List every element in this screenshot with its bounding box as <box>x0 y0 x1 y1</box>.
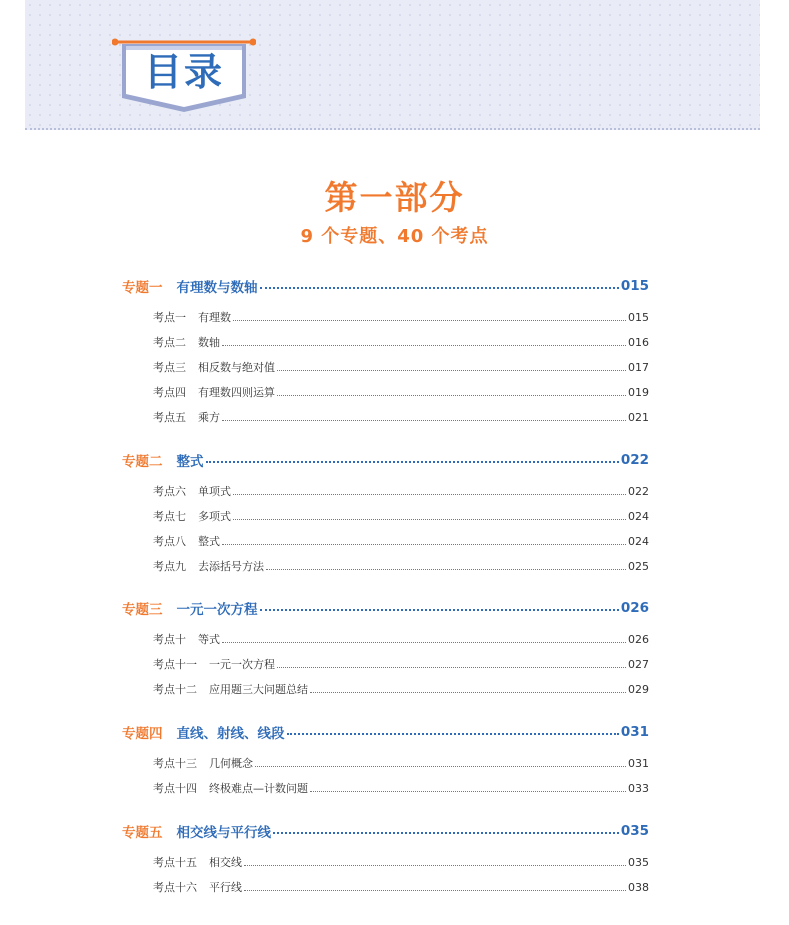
point-name: 整式 <box>198 535 220 548</box>
point-number: 考点十三 <box>153 757 197 770</box>
toc-point-row[interactable] <box>153 408 649 426</box>
point-number: 考点四 <box>153 386 186 399</box>
part-subtitle: 9 个专题、40 个考点 <box>300 226 489 247</box>
point-page: 015 <box>628 310 649 324</box>
point-name: 有理数四则运算 <box>198 386 275 399</box>
point-number: 考点一 <box>153 311 186 324</box>
toc-point-row[interactable] <box>153 680 649 698</box>
topic-name: 一元一次方程 <box>176 602 258 618</box>
point-page: 024 <box>628 534 649 548</box>
topic-name: 整式 <box>176 454 204 470</box>
topic-number: 专题五 <box>122 825 163 841</box>
point-page: 019 <box>628 385 649 399</box>
point-number: 考点十一 <box>153 658 197 671</box>
point-name: 平行线 <box>209 881 242 894</box>
point-page: 016 <box>628 335 649 349</box>
topic-page: 022 <box>620 452 649 468</box>
point-name: 相交线 <box>209 856 242 869</box>
topic-page: 035 <box>620 823 649 839</box>
dot-leader <box>277 395 626 396</box>
point-name: 几何概念 <box>209 757 253 770</box>
dot-leader <box>260 287 619 289</box>
toc-topic-row[interactable] <box>122 599 649 617</box>
point-page: 022 <box>628 484 649 498</box>
point-number: 考点八 <box>153 535 186 548</box>
point-page: 029 <box>628 682 649 696</box>
point-page: 027 <box>628 657 649 671</box>
point-number: 考点五 <box>153 411 186 424</box>
point-name: 乘方 <box>198 411 220 424</box>
toc-topic-row[interactable] <box>122 723 649 741</box>
topic-number: 专题四 <box>122 726 163 742</box>
toc-point-row[interactable] <box>153 507 649 525</box>
toc-point-row[interactable] <box>153 308 649 326</box>
dot-leader <box>222 345 626 346</box>
point-page: 031 <box>628 756 649 770</box>
dot-leader <box>277 370 626 371</box>
dot-leader <box>233 494 626 495</box>
topic-number: 专题三 <box>122 602 163 618</box>
part-title: 第一部分 <box>324 178 465 217</box>
dot-leader <box>222 420 626 421</box>
dot-leader <box>222 642 626 643</box>
dot-leader <box>310 791 626 792</box>
point-page: 021 <box>628 410 649 424</box>
toc-point-row[interactable] <box>153 754 649 772</box>
point-page: 024 <box>628 509 649 523</box>
point-name: 相反数与绝对值 <box>198 361 275 374</box>
dot-leader <box>260 609 619 611</box>
dot-leader <box>206 461 619 463</box>
point-number: 考点二 <box>153 336 186 349</box>
dot-leader <box>244 865 626 866</box>
point-name: 等式 <box>198 633 220 646</box>
point-number: 考点三 <box>153 361 186 374</box>
point-name: 多项式 <box>198 510 231 523</box>
topic-page: 015 <box>620 278 649 294</box>
point-name: 单项式 <box>198 485 231 498</box>
dot-leader <box>222 544 626 545</box>
dot-leader <box>244 890 626 891</box>
toc-point-row[interactable] <box>153 655 649 673</box>
point-number: 考点十四 <box>153 782 197 795</box>
toc-topic-row[interactable] <box>122 451 649 469</box>
point-number: 考点七 <box>153 510 186 523</box>
point-page: 033 <box>628 781 649 795</box>
toc-point-row[interactable] <box>153 779 649 797</box>
point-number: 考点十六 <box>153 881 197 894</box>
toc-point-row[interactable] <box>153 853 649 871</box>
point-number: 考点六 <box>153 485 186 498</box>
dot-leader <box>277 667 626 668</box>
dot-leader <box>273 832 619 834</box>
dot-leader <box>233 519 626 520</box>
dot-leader <box>233 320 626 321</box>
toc-point-row[interactable] <box>153 383 649 401</box>
dot-leader <box>287 733 619 735</box>
point-name: 终极难点—计数问题 <box>209 782 308 795</box>
topic-number: 专题一 <box>122 280 163 296</box>
topic-page: 026 <box>620 600 649 616</box>
toc-point-row[interactable] <box>153 878 649 896</box>
toc-point-row[interactable] <box>153 557 649 575</box>
point-name: 数轴 <box>198 336 220 349</box>
point-number: 考点十五 <box>153 856 197 869</box>
topic-name: 相交线与平行线 <box>176 825 271 841</box>
toc-point-row[interactable] <box>153 333 649 351</box>
topic-page: 031 <box>620 724 649 740</box>
point-name: 一元一次方程 <box>209 658 275 671</box>
topic-number: 专题二 <box>122 454 163 470</box>
topic-name: 直线、射线、线段 <box>176 726 285 742</box>
dot-leader <box>310 692 626 693</box>
point-page: 017 <box>628 360 649 374</box>
point-page: 026 <box>628 632 649 646</box>
point-name: 有理数 <box>198 311 231 324</box>
toc-point-row[interactable] <box>153 358 649 376</box>
point-number: 考点十 <box>153 633 186 646</box>
dot-leader <box>266 569 626 570</box>
toc-topic-row[interactable] <box>122 822 649 840</box>
page-title: 目录 <box>143 50 224 94</box>
toc-point-row[interactable] <box>153 532 649 550</box>
dot-leader <box>255 766 626 767</box>
point-number: 考点十二 <box>153 683 197 696</box>
toc-topic-row[interactable] <box>122 277 649 295</box>
point-page: 038 <box>628 880 649 894</box>
point-name: 应用题三大问题总结 <box>209 683 308 696</box>
point-name: 去添括号方法 <box>198 560 264 573</box>
toc-point-row[interactable] <box>153 630 649 648</box>
toc-point-row[interactable] <box>153 482 649 500</box>
point-page: 025 <box>628 559 649 573</box>
point-page: 035 <box>628 855 649 869</box>
point-number: 考点九 <box>153 560 186 573</box>
topic-name: 有理数与数轴 <box>176 280 258 296</box>
